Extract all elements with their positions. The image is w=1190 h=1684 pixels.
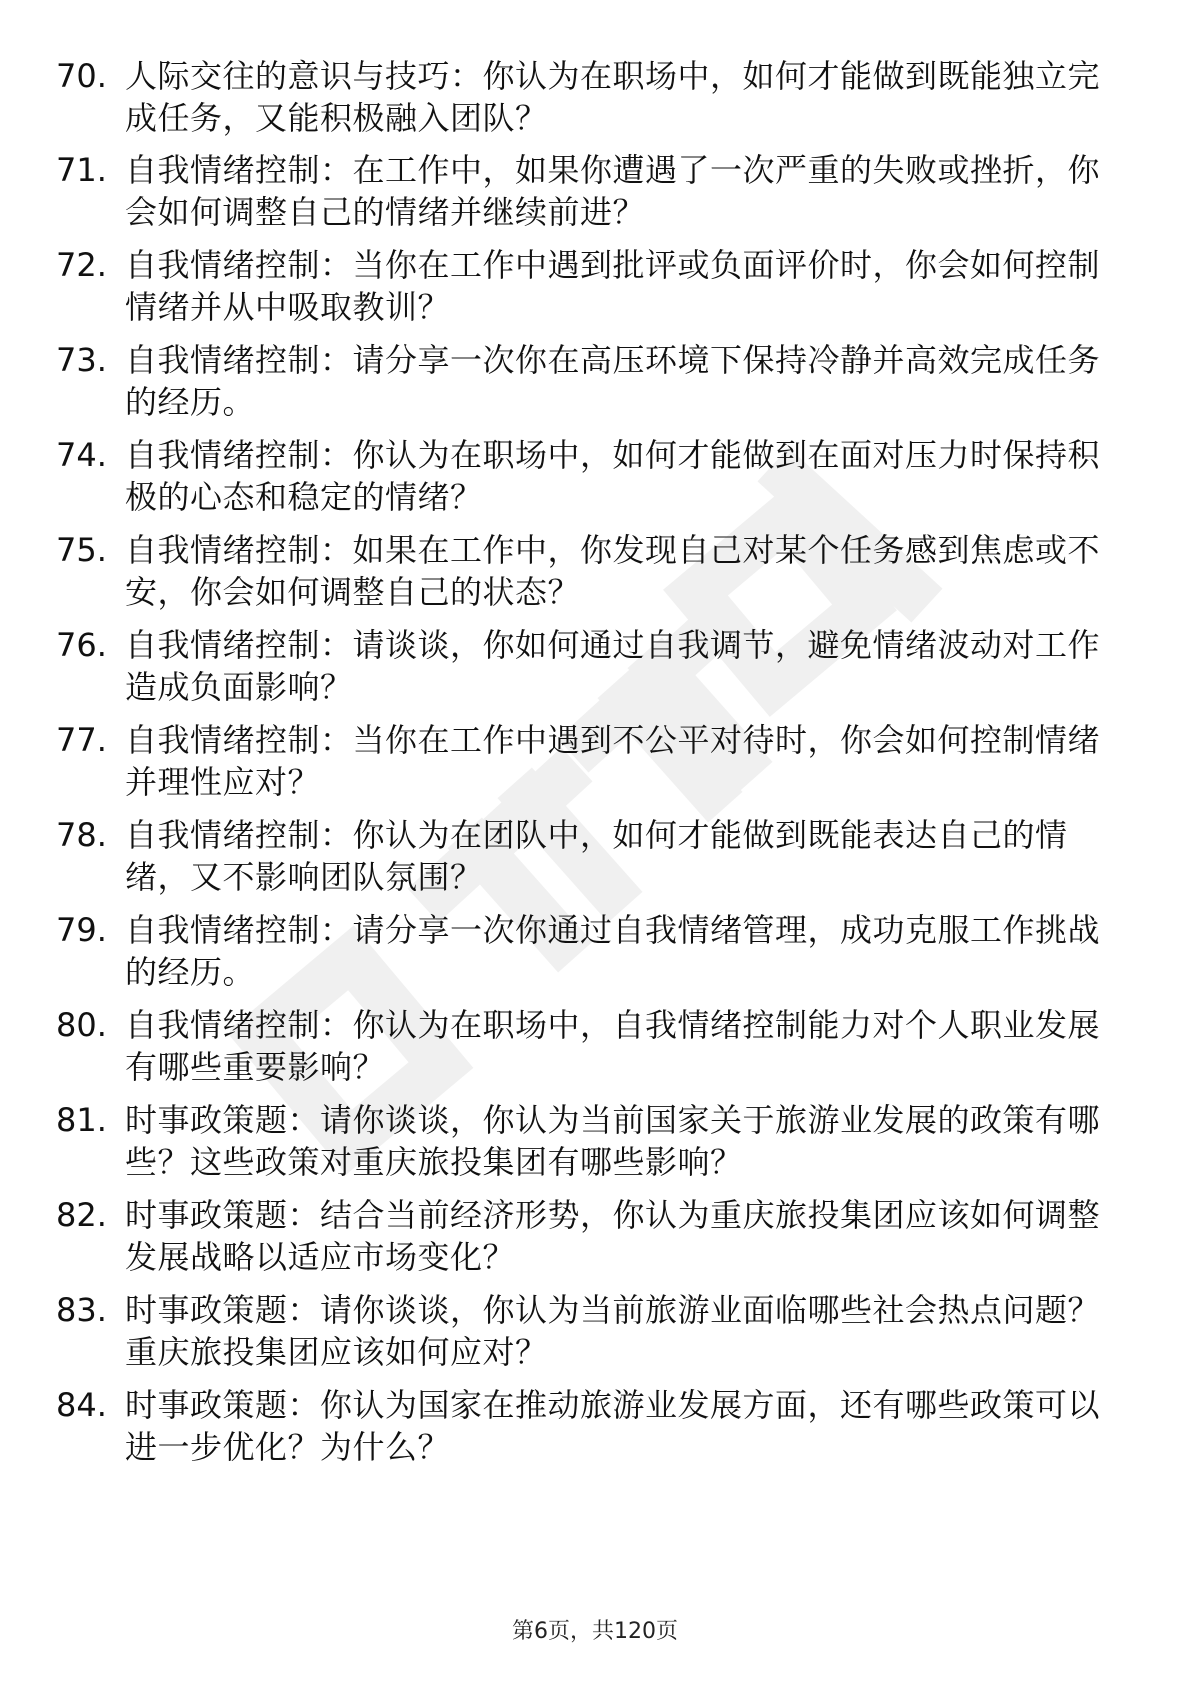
question-text: 自我情绪控制：在工作中，如果你遭遇了一次严重的失败或挫折，你会如何调整自己的情绪并继续前进？ bbox=[125, 151, 1101, 231]
list-item bbox=[0, 149, 1190, 239]
question-text: 时事政策题：请你谈谈，你认为当前旅游业面临哪些社会热点问题？重庆旅投集团应该如何应对？ bbox=[125, 1291, 1101, 1371]
question-text: 自我情绪控制：请分享一次你通过自我情绪管理，成功克服工作挑战的经历。 bbox=[125, 911, 1101, 991]
question-number: 83. bbox=[56, 1291, 107, 1329]
list-item bbox=[0, 434, 1190, 524]
list-item bbox=[0, 814, 1190, 904]
question-number: 75. bbox=[56, 531, 107, 569]
question-text: 时事政策题：你认为国家在推动旅游业发展方面，还有哪些政策可以进一步优化？为什么？ bbox=[125, 1386, 1101, 1466]
question-text: 时事政策题：结合当前经济形势，你认为重庆旅投集团应该如何调整发展战略以适应市场变化？ bbox=[125, 1196, 1101, 1276]
list-item bbox=[0, 1194, 1190, 1284]
list-item bbox=[0, 1004, 1190, 1094]
question-text: 自我情绪控制：你认为在职场中，如何才能做到在面对压力时保持积极的心态和稳定的情绪？ bbox=[125, 436, 1101, 516]
question-number: 70. bbox=[56, 57, 107, 95]
question-text: 自我情绪控制：当你在工作中遇到不公平对待时，你会如何控制情绪并理性应对？ bbox=[125, 721, 1101, 801]
question-number: 80. bbox=[56, 1006, 107, 1044]
question-text: 自我情绪控制：如果在工作中，你发现自己对某个任务感到焦虑或不安，你会如何调整自己的状态？ bbox=[125, 531, 1101, 611]
list-item bbox=[0, 909, 1190, 999]
list-item bbox=[0, 1289, 1190, 1379]
question-number: 72. bbox=[56, 246, 107, 284]
question-text: 自我情绪控制：请谈谈，你如何通过自我调节，避免情绪波动对工作造成负面影响？ bbox=[125, 626, 1101, 706]
list-item bbox=[0, 244, 1190, 334]
list-item bbox=[0, 719, 1190, 809]
question-number: 79. bbox=[56, 911, 107, 949]
question-number: 77. bbox=[56, 721, 107, 759]
list-item bbox=[0, 339, 1190, 429]
question-number: 78. bbox=[56, 816, 107, 854]
question-number: 76. bbox=[56, 626, 107, 664]
question-number: 84. bbox=[56, 1386, 107, 1424]
question-number: 82. bbox=[56, 1196, 107, 1234]
question-number: 74. bbox=[56, 436, 107, 474]
question-number: 71. bbox=[56, 151, 107, 189]
question-text: 自我情绪控制：请分享一次你在高压环境下保持冷静并高效完成任务的经历。 bbox=[125, 341, 1101, 421]
question-number: 73. bbox=[56, 341, 107, 379]
question-text: 时事政策题：请你谈谈，你认为当前国家关于旅游业发展的政策有哪些？这些政策对重庆旅投集团有哪些影响？ bbox=[125, 1101, 1101, 1181]
question-text: 人际交往的意识与技巧：你认为在职场中，如何才能做到既能独立完成任务，又能积极融入团队？ bbox=[125, 57, 1101, 137]
question-text: 自我情绪控制：当你在工作中遇到批评或负面评价时，你会如何控制情绪并从中吸取教训？ bbox=[125, 246, 1101, 326]
question-text: 自我情绪控制：你认为在团队中，如何才能做到既能表达自己的情绪，又不影响团队氛围？ bbox=[125, 816, 1068, 896]
page-footer: 第6页，共120页 bbox=[512, 1619, 678, 1644]
list-item bbox=[0, 1384, 1190, 1474]
question-number: 81. bbox=[56, 1101, 107, 1139]
list-item bbox=[0, 624, 1190, 714]
list-item bbox=[0, 1099, 1190, 1189]
list-item bbox=[0, 529, 1190, 619]
list-item bbox=[0, 55, 1190, 145]
question-text: 自我情绪控制：你认为在职场中，自我情绪控制能力对个人职业发展有哪些重要影响？ bbox=[125, 1006, 1101, 1086]
